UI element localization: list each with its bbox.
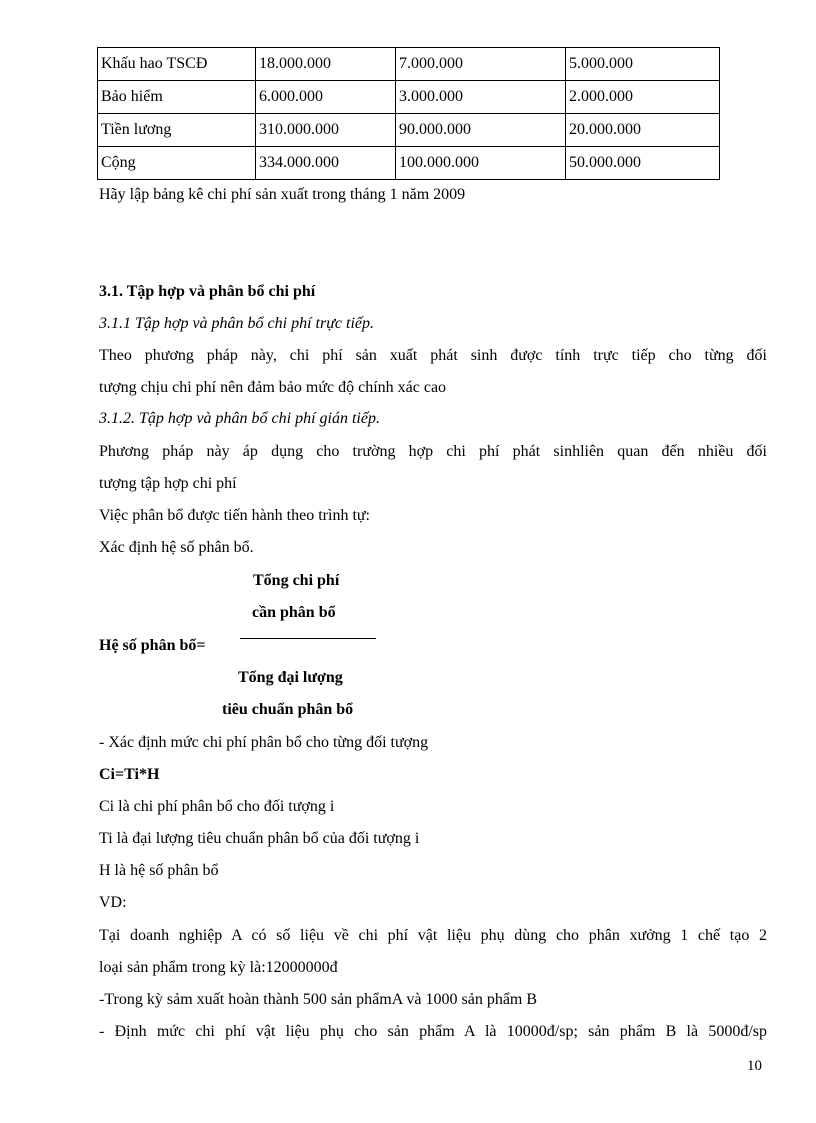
- formula-numerator-line1: Tổng chi phí: [253, 572, 340, 589]
- paragraph-line: tượng chịu chi phí nên đảm bảo mức độ chính xác cao: [99, 379, 447, 396]
- formula-ci: Ci=Ti*H: [99, 766, 160, 783]
- page-number: 10: [747, 1058, 762, 1074]
- definition-line: Ci là chi phí phân bổ cho đối tượng i: [99, 798, 335, 815]
- paragraph-line: -Trong kỳ sảm xuất hoàn thành 500 sản phẩmA và 1000 sản phẩm B: [99, 991, 538, 1008]
- paragraph-line: - Định mức chi phí vật liệu phụ cho sản phẩm A là 10000đ/sp; sản phẩm B là 5000đ/sp: [99, 1023, 767, 1040]
- table-cell: 5.000.000: [566, 48, 720, 81]
- formula-denominator-line1: Tổng đại lượng: [238, 669, 343, 686]
- table-cell: 20.000.000: [566, 114, 720, 147]
- paragraph-line: tượng tập hợp chi phí: [99, 475, 237, 492]
- paragraph-line: Theo phương pháp này, chi phí sản xuất phát sinh được tính trực tiếp cho từng đối: [99, 347, 767, 364]
- table-cell: 310.000.000: [256, 114, 396, 147]
- table-cell: 50.000.000: [566, 147, 720, 180]
- formula-lhs: Hệ số phân bổ=: [99, 637, 206, 654]
- table-cell: 90.000.000: [396, 114, 566, 147]
- paragraph-line: loại sản phẩm trong kỳ là:12000000đ: [99, 959, 338, 976]
- cost-table: [97, 47, 720, 180]
- table-cell: 18.000.000: [256, 48, 396, 81]
- definition-line: Ti là đại lượng tiêu chuẩn phân bổ của đối tượng i: [99, 830, 420, 847]
- paragraph-line: - Xác định mức chi phí phân bổ cho từng đối tượng: [99, 734, 429, 751]
- table-row: [98, 48, 720, 81]
- table-row: [98, 81, 720, 114]
- paragraph-line: Tại doanh nghiệp A có số liệu về chi phí vật liệu phụ dùng cho phân xưởng 1 chế tạo 2: [99, 927, 767, 944]
- table-cell: Khấu hao TSCĐ: [98, 48, 256, 81]
- section-heading: 3.1. Tập hợp và phân bổ chi phí: [99, 283, 316, 300]
- formula-denominator-line2: tiêu chuẩn phân bổ: [222, 701, 354, 718]
- table-row: [98, 114, 720, 147]
- table-cell: 2.000.000: [566, 81, 720, 114]
- table-cell: 6.000.000: [256, 81, 396, 114]
- table-cell: 100.000.000: [396, 147, 566, 180]
- example-label: VD:: [99, 894, 127, 911]
- table-row: [98, 147, 720, 180]
- table-cell: 3.000.000: [396, 81, 566, 114]
- table-cell: 7.000.000: [396, 48, 566, 81]
- definition-line: H là hệ số phân bổ: [99, 862, 219, 879]
- table-cell: Bảo hiểm: [98, 81, 256, 114]
- table-cell: Tiền lương: [98, 114, 256, 147]
- fraction-bar: [240, 638, 376, 639]
- table-cell: Cộng: [98, 147, 256, 180]
- instruction-text: Hãy lập bảng kê chi phí sản xuất trong tháng 1 năm 2009: [99, 186, 466, 203]
- paragraph-line: Phương pháp này áp dụng cho trường hợp chi phí phát sinhliên quan đến nhiều đối: [99, 443, 767, 460]
- subsection-heading: 3.1.2. Tập hợp và phân bổ chi phí gián tiếp.: [99, 410, 380, 427]
- paragraph-line: Việc phân bổ được tiến hành theo trình tự:: [99, 507, 370, 524]
- formula-numerator-line2: cần phân bổ: [252, 604, 336, 621]
- subsection-heading: 3.1.1 Tập hợp và phân bổ chi phí trực tiếp.: [99, 315, 375, 332]
- table-cell: 334.000.000: [256, 147, 396, 180]
- paragraph-line: Xác định hệ số phân bổ.: [99, 539, 254, 556]
